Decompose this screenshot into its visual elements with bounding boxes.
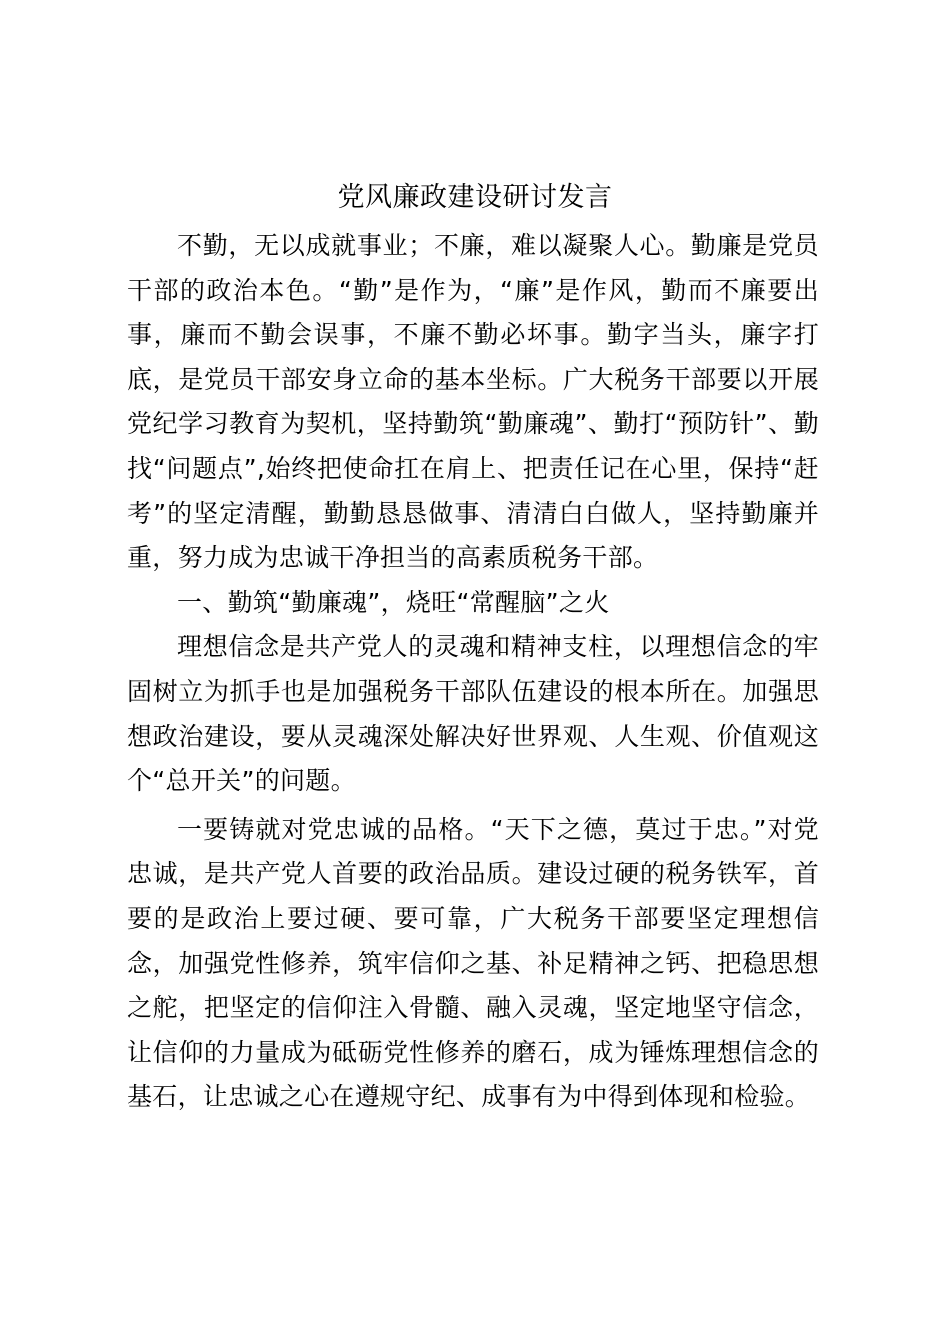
loyalty-paragraph: 一要铸就对党忠诚的品格。“天下之德，莫过于忠。”对党忠诚，是共产党人首要的政治品质。建设过硬的税务铁军，首要的是政治上要过硬、要可靠，广大税务干部要坚定理想信念，加强党性修养，筑牢信仰之基、补足精神之钙、把稳思想之舵，把坚定的信仰注入骨髓、融入灵魂，坚定地坚守信念，让信仰的力量成为砥砺党性修养的磨石，成为锤炼理想信念的基石，让忠诚之心在遵规守纪、成事有为中得到体现和检验。 (127, 814, 819, 1112)
section-heading-1: 一、勤筑“勤廉魂”，烧旺“常醒脑”之火 (177, 587, 610, 617)
intro-paragraph: 不勤，无以成就事业；不廉，难以凝聚人心。勤廉是党员干部的政治本色。“勤”是作为，“廉”是作风，勤而不廉要出事，廉而不勤会误事，不廉不勤必坏事。勤字当头，廉字打底，是党员干部安身立命的基本坐标。广大税务干部要以开展党纪学习教育为契机，坚持勤筑“勤廉魂”、勤打“预防针”、勤找“问题点”,始终把使命扛在肩上、把责任记在心里，保持“赶考”的坚定清醒，勤勤恳恳做事、清清白白做人，坚持勤廉并重，努力成为忠诚干净担当的高素质税务干部。 (127, 231, 819, 573)
section-1-paragraph: 理想信念是共产党人的灵魂和精神支柱，以理想信念的牢固树立为抓手也是加强税务干部队伍建设的根本所在。加强思想政治建设，要从灵魂深处解决好世界观、人生观、价值观这个“总开关”的问题。 (127, 632, 819, 796)
document-title: 党风廉政建设研讨发言 (337, 182, 613, 213)
document-body (127, 224, 819, 1120)
